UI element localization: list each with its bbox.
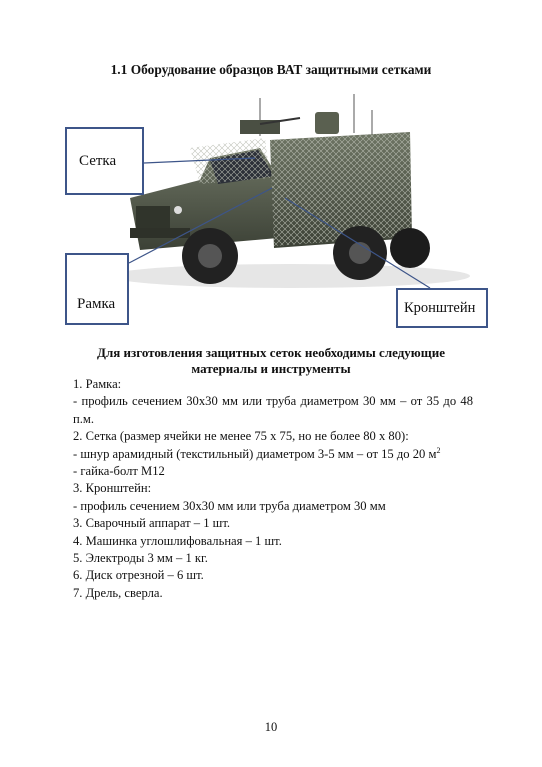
callout-ramka <box>65 253 129 325</box>
wheel-hub <box>198 244 222 268</box>
headlight <box>174 206 182 214</box>
vehicle-figure <box>60 88 490 328</box>
sensor-module <box>315 112 339 134</box>
list-item: 7. Дрель, сверла. <box>73 585 163 600</box>
page-number: 10 <box>264 720 278 734</box>
protective-mesh <box>270 132 412 246</box>
list-item-text: - шнур арамидный (текстильный) диаметром 3-5 мм – от 15 до 20 м <box>73 446 437 461</box>
callout-setka <box>65 127 144 195</box>
list-item <box>73 446 473 463</box>
list-item: 3. Кронштейн: <box>73 481 152 496</box>
protective-mesh <box>190 138 270 184</box>
materials-list <box>73 376 473 602</box>
callout-label: Сетка <box>79 152 117 169</box>
bumper <box>130 228 190 238</box>
list-item: - профиль сечением 30х30 мм или труба диаметром 30 мм <box>73 498 386 513</box>
callout-kronshtein <box>396 288 488 328</box>
list-item: - профиль сечением 30х30 мм или труба диаметром 30 мм – от 35 до 48 п.м. <box>73 394 473 426</box>
list-item: 6. Диск отрезной – 6 шт. <box>73 568 204 583</box>
list-item: 3. Сварочный аппарат – 1 шт. <box>73 516 231 531</box>
ground-shadow <box>110 264 470 288</box>
superscript: 2 <box>436 445 441 455</box>
wheel <box>390 228 430 268</box>
materials-heading <box>0 345 542 377</box>
heading-line: материалы и инструменты <box>191 361 351 376</box>
wheel-hub <box>349 242 371 264</box>
list-item: 2. Сетка (размер ячейки не менее 75 х 75, но не более 80 х 80): <box>73 429 409 444</box>
callout-label: Кронштейн <box>404 299 476 316</box>
callout-label: Рамка <box>77 296 116 312</box>
section-title: 1.1 Оборудование образцов ВАТ защитными сетками <box>110 62 432 77</box>
heading-line: Для изготовления защитных сеток необходимы следующие <box>97 345 445 360</box>
list-item: 1. Рамка: <box>73 377 122 391</box>
list-item: - гайка-болт М12 <box>73 464 165 479</box>
list-item: 5. Электроды 3 мм – 1 кг. <box>73 551 208 566</box>
grille <box>136 206 170 228</box>
list-item: 4. Машинка углошлифовальная – 1 шт. <box>73 533 282 548</box>
